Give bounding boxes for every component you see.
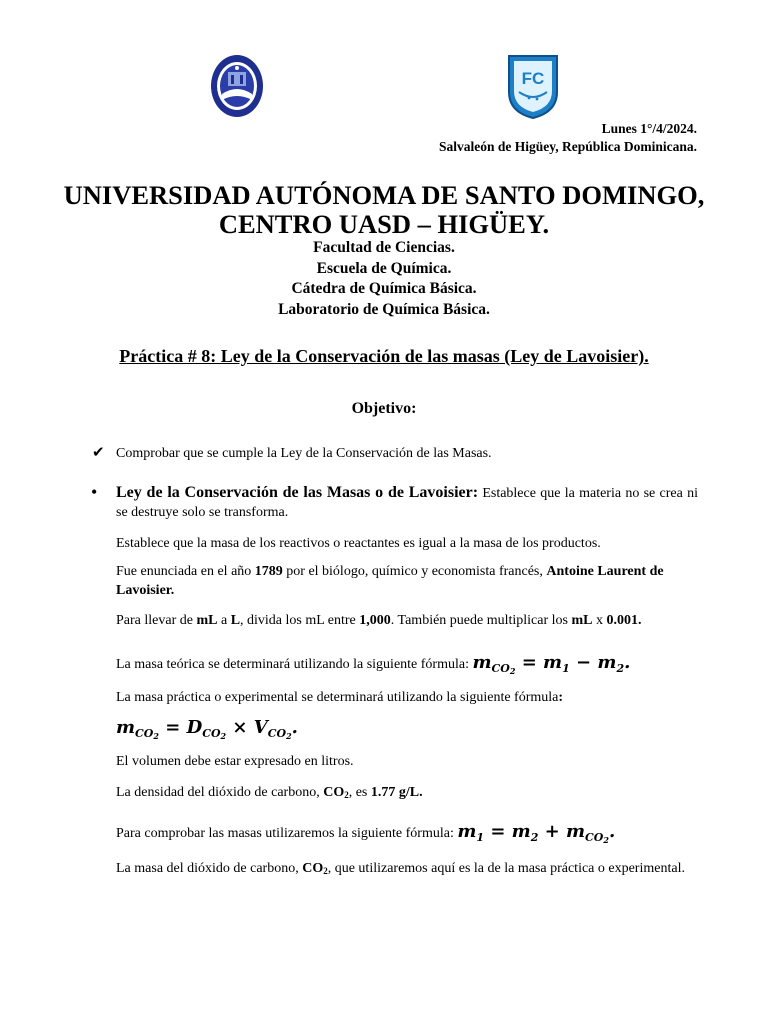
practice-title: Práctica # 8: Ley de la Conservación de las masas (Ley de Lavoisier). bbox=[119, 346, 649, 366]
logo-fc-text: FC bbox=[521, 69, 545, 88]
objective-heading: Objetivo: bbox=[351, 400, 417, 417]
department-lines bbox=[0, 238, 768, 320]
history-text-a: Fue enunciada en el año bbox=[116, 564, 255, 579]
conv-ml-2: mL bbox=[571, 613, 593, 628]
conv-text-c: , divida los mL entre bbox=[240, 613, 360, 628]
co2-practical-text-a: La masa del dióxido de carbono, bbox=[116, 861, 303, 876]
objective-item: Comprobar que se cumple la Ley de la Conservación de las Masas. bbox=[116, 446, 492, 461]
law-definition bbox=[116, 483, 698, 522]
checkmark-icon: ✔ bbox=[92, 445, 105, 461]
conv-factor: 0.001. bbox=[606, 613, 642, 628]
density-text-a: La densidad del dióxido de carbono, bbox=[116, 785, 324, 800]
practical-mass-text: La masa práctica o experimental se determinará utilizando la siguiente fórmula bbox=[116, 690, 559, 705]
date-location-block bbox=[439, 120, 697, 156]
date-text: Lunes 1°/4/2024. bbox=[601, 121, 697, 136]
chair-line: Cátedra de Química Básica. bbox=[291, 280, 477, 297]
lab-line: Laboratorio de Química Básica. bbox=[278, 300, 490, 318]
formula-mass-check: $m_1 = m_2 + m_{CO_2}$. bbox=[457, 821, 616, 845]
history-year: 1789 bbox=[254, 564, 283, 579]
theoretical-mass-text: La masa teórica se determinará utilizando la siguiente fórmula: bbox=[116, 657, 473, 672]
bullet-icon: • bbox=[91, 482, 98, 502]
paragraph-practical-mass bbox=[116, 688, 698, 707]
law-description: Establece que la materia no se crea ni se destruye solo se transforma. bbox=[116, 486, 699, 520]
practical-mass-colon: : bbox=[558, 690, 564, 705]
conv-text-a: Para llevar de bbox=[116, 613, 197, 628]
paragraph-history bbox=[116, 562, 698, 600]
density-value: 1.77 g/L. bbox=[370, 785, 423, 800]
conv-text-d: . También puede multiplicar los bbox=[390, 613, 572, 628]
paragraph-co2-practical bbox=[116, 859, 698, 881]
school-line: Escuela de Química. bbox=[316, 259, 452, 277]
conv-divisor: 1,000 bbox=[359, 613, 391, 628]
formula-practical-mass: $m_{CO_2} = D_{CO_2} \times V_{CO_2}$. bbox=[116, 717, 298, 741]
conv-text-e: x bbox=[592, 613, 607, 628]
paragraph-mass-check bbox=[116, 822, 698, 850]
mass-check-text: Para comprobar las masas utilizaremos la siguiente fórmula: bbox=[116, 826, 458, 841]
conv-text-b: a bbox=[217, 613, 231, 628]
co2-formula: $CO_2$ bbox=[323, 785, 349, 800]
conv-ml: mL bbox=[196, 613, 218, 628]
uasd-seal-logo bbox=[210, 54, 264, 118]
university-name: UNIVERSIDAD AUTÓNOMA DE SANTO DOMINGO, bbox=[63, 180, 705, 210]
faculty-of-sciences-logo bbox=[505, 52, 561, 120]
density-text-b: , es bbox=[348, 785, 371, 800]
paragraph-theoretical-mass bbox=[116, 653, 698, 681]
paragraph-co2-density bbox=[116, 783, 698, 805]
paragraph-reactants: Establece que la masa de los reactivos o reactantes es igual a la masa de los productos. bbox=[116, 536, 601, 551]
conv-l: L bbox=[230, 613, 241, 628]
law-title: Ley de la Conservación de las Masas o de Lavoisier: bbox=[116, 484, 479, 501]
location-text: Salvaleón de Higüey, República Dominicana. bbox=[438, 139, 697, 154]
history-name: Antoine Laurent de Lavoisier. bbox=[116, 564, 664, 598]
paragraph-conversion bbox=[116, 611, 698, 630]
co2-practical-text-b: , que utilizaremos aquí es la de la masa práctica o experimental. bbox=[327, 861, 685, 876]
campus-name: CENTRO UASD – HIGÜEY. bbox=[218, 209, 550, 239]
co2-formula-2: $CO_2$ bbox=[302, 861, 328, 876]
faculty-line: Facultad de Ciencias. bbox=[313, 239, 455, 256]
formula-theoretical-mass: $m_{CO_2} = m_1 - m_2$. bbox=[472, 652, 631, 676]
history-text-b: por el biólogo, químico y economista francés, bbox=[282, 564, 547, 579]
paragraph-volume-liters: El volumen debe estar expresado en litros. bbox=[116, 754, 354, 769]
